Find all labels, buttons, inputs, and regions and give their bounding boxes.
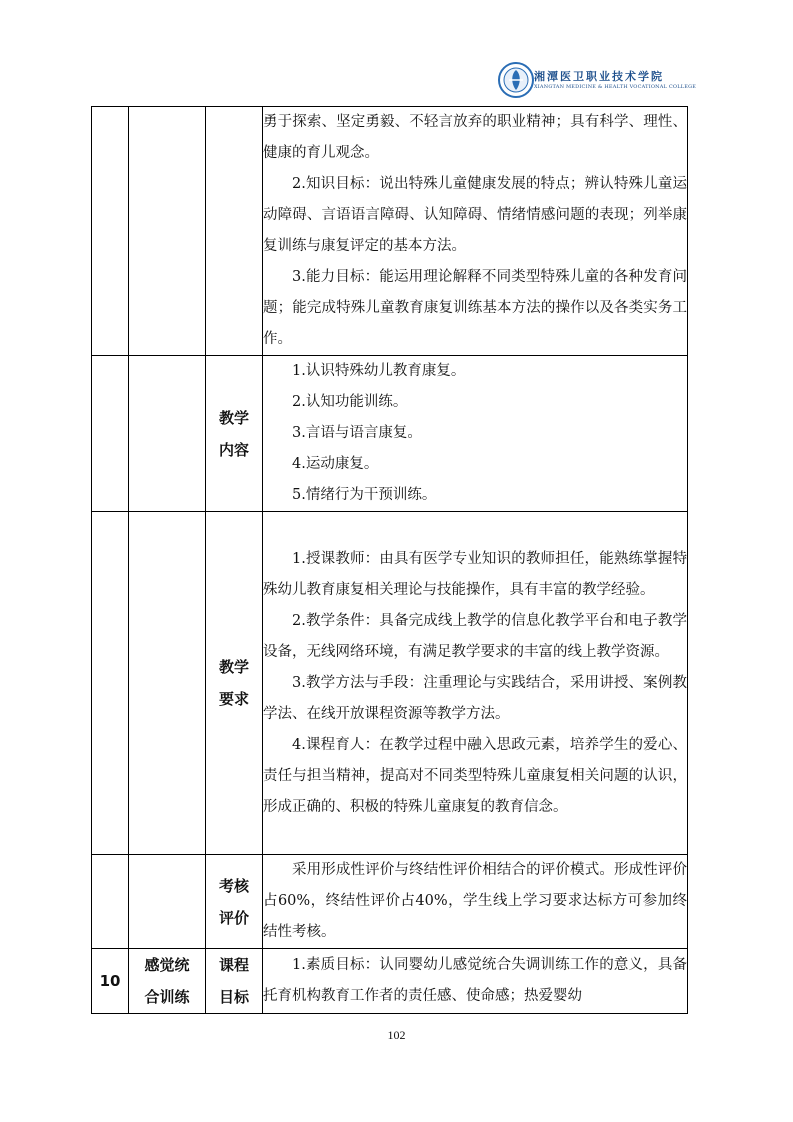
course-name: 感觉统 合训练	[129, 949, 206, 1014]
list-item: 4.运动康复。	[292, 456, 379, 472]
cell-empty-number	[92, 855, 129, 949]
teaching-content-cell	[263, 356, 688, 512]
requirement-paragraph: 3.教学方法与手段：注重理论与实践结合，采用讲授、案例教学法、在线开放课程资源等教学方法。	[263, 674, 687, 722]
requirement-paragraph: 1.授课教师：由具有医学专业知识的教师担任，能熟练掌握特殊幼儿教育康复相关理论与技能操作，具有丰富的教学经验。	[263, 550, 687, 598]
cell-empty-name	[129, 356, 206, 512]
table-row-requirements	[92, 512, 688, 855]
list-item: 5.情绪行为干预训练。	[292, 487, 437, 503]
list-item: 2.认知功能训练。	[292, 394, 408, 410]
college-name: 湘潭医卫职业技术学院	[534, 70, 664, 83]
teaching-requirements-cell	[263, 512, 688, 855]
course-objectives-cell	[263, 949, 688, 1014]
objectives-paragraph: 勇于探索、坚定勇毅、不轻言放弃的职业精神；具有科学、理性、健康的育儿观念。	[263, 114, 687, 161]
course-number: 10	[92, 949, 129, 1014]
label-assessment: 考核 评价	[206, 855, 263, 949]
cell-empty-number	[92, 512, 129, 855]
objectives-paragraph: 3.能力目标：能运用理论解释不同类型特殊儿童的各种发育问题；能完成特殊儿童教育康复训练基本方法的操作以及各类实务工作。	[263, 269, 687, 347]
cell-empty-name	[129, 512, 206, 855]
objectives-paragraph: 2.知识目标：说出特殊儿童健康发展的特点；辨认特殊儿童运动障碍、言语语言障碍、认知障碍、情绪情感问题的表现；列举康复训练与康复评定的基本方法。	[263, 176, 687, 254]
requirement-paragraph: 4.课程育人：在教学过程中融入思政元素，培养学生的爱心、责任与担当精神，提高对不同类型特殊儿童康复相关问题的认识，形成正确的、积极的特殊儿童康复的教育信念。	[263, 736, 687, 815]
objectives-cell	[263, 107, 688, 356]
table-row-content	[92, 356, 688, 512]
list-item: 3.言语与语言康复。	[292, 425, 422, 441]
course-objectives-text: 1.素质目标：认同婴幼儿感觉统合失调训练工作的意义，具备托育机构教育工作者的责任感、使命感；热爱婴幼	[263, 957, 687, 1004]
course-table	[91, 106, 688, 1014]
table-row-objectives-cont	[92, 107, 688, 356]
table-row-assessment	[92, 855, 688, 949]
table-row-course-10	[92, 949, 688, 1014]
cell-empty-label	[206, 107, 263, 356]
list-item: 1.认识特殊幼儿教育康复。	[292, 363, 466, 379]
label-course-objectives: 课程 目标	[206, 949, 263, 1014]
cell-empty-number	[92, 107, 129, 356]
assessment-cell	[263, 855, 688, 949]
requirement-paragraph: 2.教学条件：具备完成线上教学的信息化教学平台和电子教学设备，无线网络环境，有满足教学要求的丰富的线上教学资源。	[263, 612, 687, 660]
cell-empty-name	[129, 855, 206, 949]
assessment-text: 采用形成性评价与终结性评价相结合的评价模式。形成性评价占60%，终结性评价占40%，学生线上学习要求达标方可参加终结性考核。	[263, 862, 687, 940]
cell-empty-number	[92, 356, 129, 512]
label-teaching-content: 教学 内容	[206, 356, 263, 512]
college-name-en: XIANGTAN MEDICINE & HEALTH VOCATIONAL COLLEGE	[534, 84, 697, 90]
page-number: 102	[387, 1028, 406, 1042]
cell-empty-name	[129, 107, 206, 356]
label-teaching-requirements: 教学 要求	[206, 512, 263, 855]
